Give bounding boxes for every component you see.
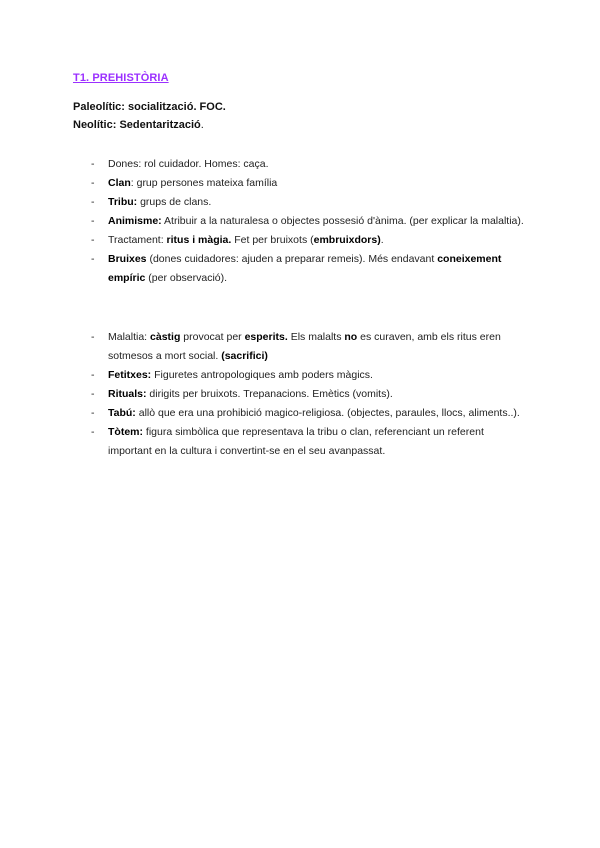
- item-text: Atribuir a la naturalesa o objectes possesió d'ànima. (per explicar la malaltia).: [161, 215, 524, 227]
- intro-line-neolitic: [73, 118, 204, 132]
- bullet-list-2: [0, 328, 600, 461]
- list-item: [0, 250, 528, 288]
- list-item: [0, 404, 528, 423]
- paleolitic-label: Paleolític:: [73, 101, 125, 113]
- neolitic-value: Sedentarització: [119, 119, 201, 131]
- item-text: grups de clans.: [137, 196, 212, 208]
- item-text: Fet per bruixots (: [231, 234, 314, 246]
- item-bold-text: no: [344, 331, 358, 343]
- bullet-dash: -: [91, 196, 95, 208]
- item-bold-text: Fetitxes:: [108, 369, 152, 381]
- item-text: Malaltia:: [108, 331, 151, 343]
- item-bold-text: Tabú:: [108, 407, 136, 419]
- item-text: : grup persones mateixa família: [130, 177, 278, 189]
- list-item: [0, 231, 528, 250]
- list-item: [0, 174, 528, 193]
- list-item: [0, 423, 528, 461]
- item-bold-text: càstig: [150, 331, 181, 343]
- bullet-dash: -: [91, 158, 95, 170]
- bullet-dash: -: [91, 234, 95, 246]
- item-bold-text: coneixement empíric: [108, 253, 502, 284]
- list-item: [0, 193, 528, 212]
- bullet-dash: -: [91, 426, 95, 438]
- item-bold-text: embruixdors): [313, 234, 381, 246]
- item-text: .: [380, 234, 384, 246]
- item-text: figura simbòlica que representava la tribu o clan, referenciant un referent important en la cultura i convertint-se en el seu avanpassat.: [108, 426, 484, 457]
- item-text: Els malalts: [287, 331, 345, 343]
- item-bold-text: Rituals:: [108, 388, 147, 400]
- item-text: Tractament:: [108, 234, 167, 246]
- item-bold-text: Tribu:: [108, 196, 138, 208]
- bullet-dash: -: [91, 407, 95, 419]
- neolitic-label: Neolític:: [73, 119, 117, 131]
- bullet-dash: -: [91, 253, 95, 265]
- list-item: [0, 366, 528, 385]
- bullet-dash: -: [91, 215, 95, 227]
- intro-line-paleolitic: [73, 100, 226, 114]
- neolitic-end: .: [200, 119, 204, 131]
- item-bold-text: Tòtem:: [108, 426, 143, 438]
- item-bold-text: esperits.: [244, 331, 288, 343]
- item-bold-text: Bruixes: [108, 253, 147, 265]
- list-item: [0, 155, 528, 174]
- item-bold-text: Clan: [108, 177, 131, 189]
- bullet-dash: -: [91, 369, 95, 381]
- section-title: T1. PREHISTÒRIA: [73, 72, 169, 84]
- bullet-dash: -: [91, 331, 95, 343]
- item-text: Dones: rol cuidador. Homes: caça.: [108, 158, 269, 170]
- item-text: allò que era una prohibició magico-religiosa. (objectes, paraules, llocs, aliments..).: [135, 407, 520, 419]
- item-bold-text: Animisme:: [108, 215, 162, 227]
- list-item: [0, 385, 528, 404]
- item-bold-text: (sacrifici): [221, 350, 268, 362]
- item-text: (per observació).: [145, 272, 228, 284]
- bullet-list-1: [0, 155, 600, 288]
- paleolitic-value: socialització. FOC.: [128, 101, 226, 113]
- item-text: (dones cuidadores: ajuden a preparar remeis). Més endavant: [146, 253, 438, 265]
- item-bold-text: ritus i màgia.: [166, 234, 232, 246]
- bullet-dash: -: [91, 388, 95, 400]
- list-item: [0, 328, 528, 366]
- item-text: provocat per: [180, 331, 245, 343]
- item-text: es curaven, amb els ritus eren sotmesos a mort social.: [108, 331, 501, 362]
- list-item: [0, 212, 528, 231]
- item-text: dirigits per bruixots. Trepanacions. Emètics (vomits).: [146, 388, 393, 400]
- item-text: Figuretes antropologiques amb poders màgics.: [151, 369, 373, 381]
- bullet-dash: -: [91, 177, 95, 189]
